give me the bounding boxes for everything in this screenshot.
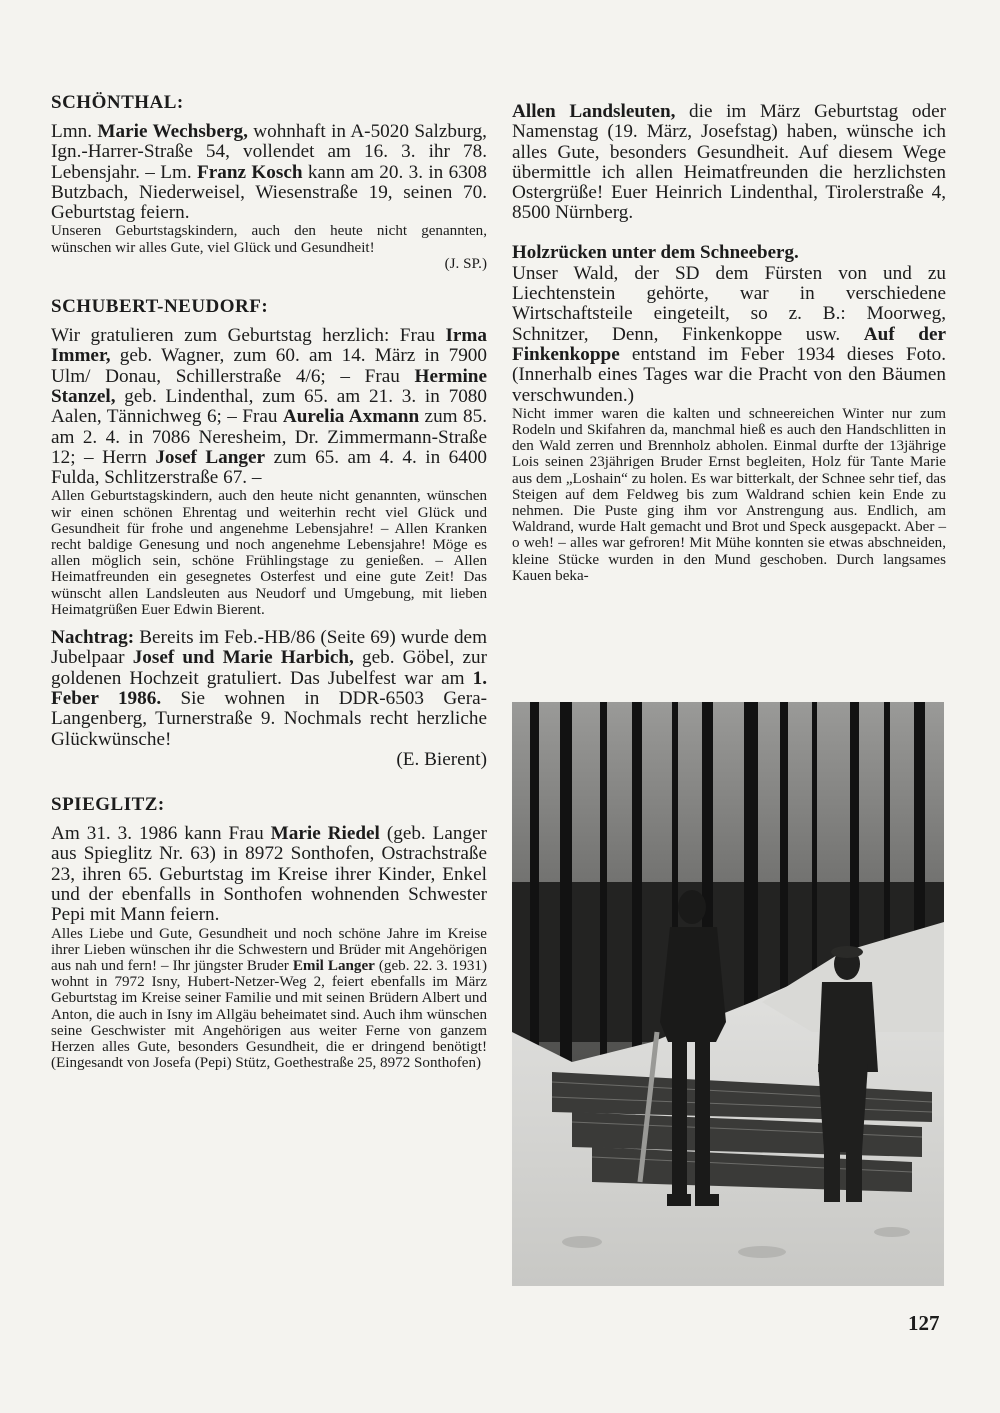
announcement-paragraph [51, 824, 487, 925]
section-landsleute [512, 102, 946, 224]
signature: (J. SP.) [444, 255, 487, 272]
signature-row [51, 750, 487, 770]
right-column [512, 102, 946, 584]
person-name: Hermine Stanzel, [51, 365, 487, 407]
person-name: Irma Immer, [51, 325, 487, 367]
greeting-paragraph [512, 102, 946, 224]
text-run: geb. Lindenthal, zum 65. am 21. 3. in 7080 Aalen, Tännichweg 6; – Frau [51, 385, 487, 428]
text-run: Allen Geburtstagskindern, auch den heute nicht genannten, wünschen wir einen schönen Ehrentag und weiterhin recht viel Glück und Gesundheit für frohe und angenehme Lebensjahre! – Allen Kranken recht baldige Genesung und noch angenehme Lebensjahre! Möge es allen möglich sein, schöne Frühlingstage zu genießen. – Allen Heimatfreunden ein gesegnetes Osterfest und eine gute Zeit! Das wünscht allen Landsleuten aus Neudorf und Umgebung, mit lieben Heimatgrüßen Euer Edwin Bierent. [51, 488, 487, 618]
article-body [512, 406, 946, 584]
forest-photo [512, 702, 944, 1286]
section-heading: SPIEGLITZ: [51, 794, 165, 816]
person-name: Aurelia Axmann [282, 406, 420, 428]
text-run: geb. Göbel, zur goldenen Hochzeit gratuliert. Das Jubelfest war am [51, 647, 487, 689]
announcement-paragraph [51, 122, 487, 223]
date: 1. Feber 1986. [51, 667, 487, 709]
nachtrag-label: Nachtrag: [51, 627, 135, 649]
text-run: Lmn. [51, 121, 98, 142]
left-column [51, 92, 487, 1071]
lead-text: Allen Landsleuten, [512, 101, 676, 122]
person-name: Marie Wechsberg, [97, 121, 248, 142]
text-run: Unser Wald, der SD dem Fürsten von und zu Liechtenstein gehörte, war in verschiedene Wirtschaftsteile eingeteilt, so z. B.: Moorweg, Schnitzer, Denn, Finkenkoppe usw. [512, 262, 946, 345]
text-run: die im März Geburtstag oder Namenstag (19. März, Josefstag) haben, wünsche ich alles Gute, besonders Gesundheit. Auf diesem Wege übermittle ich allen Heimatfreunden die herzlichsten Ostergrüße! Euer Heinrich Lindenthal, Tirolerstraße 4, 8500 Nürnberg. [512, 101, 946, 224]
text-run: Unseren Geburtstagskindern, auch den heute nicht genannten, wünschen wir alles Gute, viel Glück und Gesundheit! [51, 223, 487, 256]
announcement-paragraph [51, 326, 487, 488]
text-run: Nicht immer waren die kalten und schneereichen Winter nur zum Rodeln und Skifahren da, manchmal hieß es auch den Handschlitten in den Wald zerren und Brennholz abholen. Einmal durfte der 13jährige Lois seinen 23jährigen Bruder Ernst begleiten, Holz für Tante Marie aus dem „Loshain“ zu holen. Es war bitterkalt, der Schnee sehr tief, das Steigen auf dem Feldweg bis zum Waldrand schien kein Ende zu nehmen. Die Puste ging ihm vor Anstrengung aus. Endlich, am Waldrand, wurde Halt gemacht und Brot und Speck ausgepackt. Aber – o weh! – alles war gefroren! Mit Mühe konnten sie etwas abschneiden, kleine Stücke wurden in den Mund geschoben. Durch langsames Kauen beka- [512, 405, 946, 584]
section-holzruecken [512, 242, 946, 584]
text-run: geb. Wagner, zum 60. am 14. März in 7900 Ulm/ Donau, Schillerstraße 4/6; – Frau [51, 345, 487, 387]
section-heading: SCHUBERT-NEUDORF: [51, 296, 269, 318]
wish-paragraph [51, 926, 487, 1072]
text-run: (geb. 22. 3. 1931) wohnt in 7972 Isny, Hubert-Netzer-Weg 2, feiert ebenfalls im März Geburtstag im Kreise seiner Familie und mit seinen Brüdern Albert und Anton, die auch in Isny im Allgäu beheimatet sind. Auch ihm wünschen seine Geschwister mit Angehörigen aus weiter Ferne von ganzem Herzen alles Gute, besonders Gesundheit, die er dringend benötigt! (Eingesandt von Josefa (Pepi) Stütz, Goethestraße 25, 8972 Sonthofen) [51, 958, 487, 1072]
text-run: (geb. Langer aus Spieglitz Nr. 63) in 8972 Sonthofen, Ostrachstraße 23, ihren 65. Geburtstag im Kreise ihrer Kinder, Enkel und der ebenfalls in Sonthofen wohnenden Schwester Pepi mit Mann feiern. [51, 823, 487, 926]
text-run: entstand im Feber 1934 dieses Foto. (Innerhalb eines Tages war die Pracht von den Bäumen verschwunden.) [512, 343, 946, 406]
section-schubert-neudorf [51, 296, 487, 770]
signature: (E. Bierent) [396, 748, 487, 770]
text-run: Wir gratulieren zum Geburtstag herzlich: Frau [51, 325, 446, 347]
person-name: Franz Kosch [197, 161, 303, 183]
text-run: wohnhaft in A-5020 Salzburg, Ign.-Harrer-Straße 54, vollendet am 16. 3. ihr 78. Lebensjahr. – Lm. [51, 121, 487, 183]
article-intro [512, 264, 946, 406]
person-name: Marie Riedel [270, 823, 380, 845]
text-run: zum 85. am 2. 4. in 7086 Neresheim, Dr. Zimmermann-Straße 12; – Herrn [51, 406, 487, 468]
text-run: Am 31. 3. 1986 kann Frau [51, 823, 271, 845]
text-run: Bereits im Feb.-HB/86 (Seite 69) wurde dem Jubelpaar [51, 627, 487, 669]
nachtrag-paragraph [51, 628, 487, 750]
article-heading: Holzrücken unter dem Schneeberg. [512, 241, 799, 263]
photo-illustration [512, 702, 944, 1286]
signature-row [51, 256, 487, 272]
section-schoenthal [51, 92, 487, 272]
text-run: zum 65. am 4. 4. in 6400 Fulda, Schlitzerstraße 67. – [51, 446, 488, 489]
section-heading: SCHÖNTHAL: [51, 92, 184, 113]
place-name: Auf der Finkenkoppe [512, 323, 946, 365]
page-number: 127 [908, 1311, 940, 1335]
person-name: Emil Langer [292, 958, 375, 975]
section-spieglitz [51, 794, 487, 1071]
person-name: Josef Langer [155, 446, 266, 468]
text-run: Alles Liebe und Gute, Gesundheit und noch schöne Jahre im Kreise ihrer Lieben wünschen ihr die Schwestern und Brüder mit Angehörigen aus nah und fern! – Ihr jüngster Bruder [51, 925, 487, 975]
wish-paragraph [51, 223, 487, 255]
text-run: kann am 20. 3. in 6308 Butzbach, Niederweisel, Wiesenstraße 19, seinen 70. Geburtstag feiern. [51, 161, 487, 224]
wish-paragraph [51, 488, 487, 618]
text-run: Sie wohnen in DDR-6503 Gera-Langenberg, Turnerstraße 9. Nochmals recht herzliche Glückwünsche! [51, 687, 487, 750]
person-name: Josef und Marie Harbich, [132, 647, 354, 669]
